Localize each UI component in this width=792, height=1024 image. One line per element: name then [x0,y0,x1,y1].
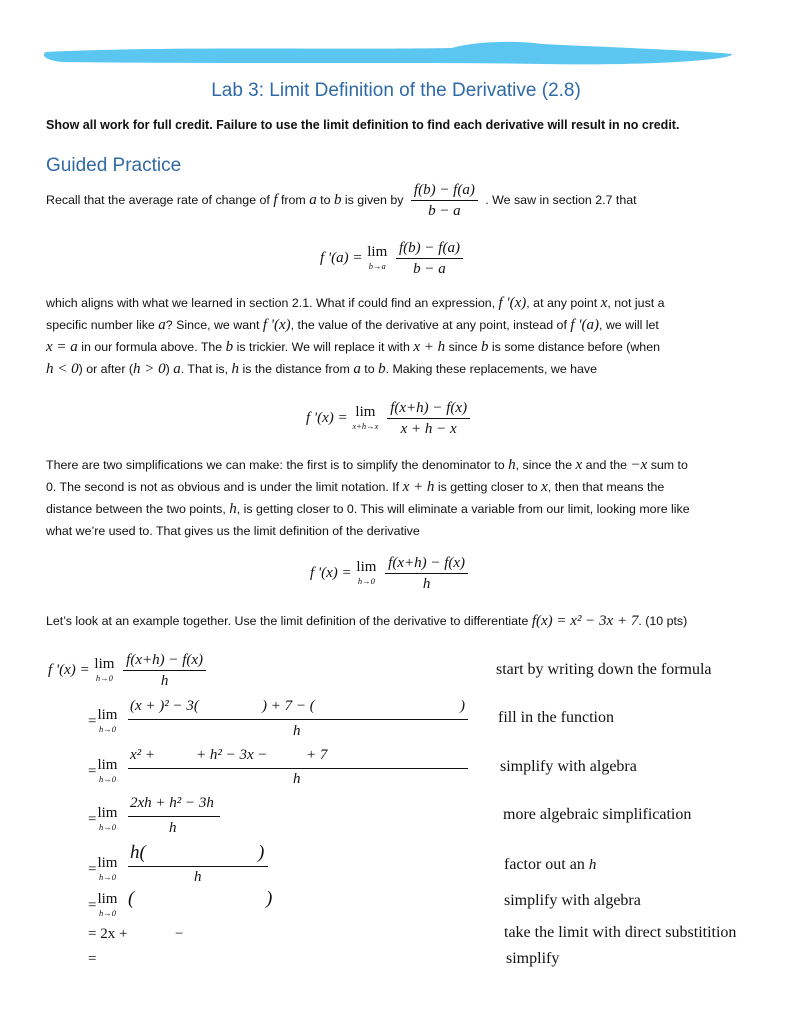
paragraph-replacement: which aligns with what we learned in section 2.1. What if could find an expression, f '(x), at any point x, not just a specific number like a? Since, we want f '(x), the value of the derivative at any point, instead of f '(a), we will let x = a in our formula above. The b is trickier. We will replace it with x + h since b is some distance before (when h < 0) or after (h > 0) a. That is, h is the distance from a to b. Making these replacements, we have [46,295,665,377]
step-3-fraction-bar [128,816,220,817]
paragraph-simplifications: There are two simplifications we can make: the first is to simplify the denominator to h, since the x and the −x sum to 0. The second is not as obvious and is under the limit notation. If x + h is getting closer to x, then that means the distance between the two points, h, is getting closer to 0. This will eliminate a variable from our limit, looking more like what we’re used to. That gives us the limit definition of the derivative [46,457,690,538]
step-1-num-b: ) + 7 − ( [262,698,315,714]
step-2-num-c: + 7 [306,747,328,763]
avg-rate-fraction: $\frac{f(b) - f(a)}{b - a}$ [411,180,478,221]
instructions: Show all work for full credit. Failure to use the limit definition to find each derivative will result in no credit. [46,118,680,132]
equation-derivative-x-plus-h: f '(x) = lim x+h→x $\frac{f(x+h) - f(x)}{x + h - x}$ [306,398,474,439]
redaction-mark [42,40,738,68]
step-2-label: simplify with algebra [500,758,637,775]
step-5-close-paren: ) [266,888,273,909]
step-4-fraction-bar [128,866,268,867]
step-6-label: take the limit with direct substitition [504,924,737,941]
step-0-expression: f '(x) = lim h→0 $\frac{f(x+h) - f(x)}{h}$ [48,650,210,691]
step-1-den: h [293,723,301,739]
step-6-minus: − [175,926,184,942]
step-1-fraction-bar [128,719,468,720]
step-3-num: 2xh + h² − 3h [130,795,214,811]
equation-derivative-at-a: f '(a) = lim b→a $\frac{f(b) - f(a)}{b - a}$ [320,238,467,279]
step-2-eq: =lim h→0 [88,757,118,784]
step-1-num-a: (x + )² − 3( [130,698,199,714]
step-3-eq: =lim h→0 [88,805,118,832]
paragraph-avg-rate: Recall that the average rate of change of f from a to b is given by $\frac{f(b) - f(a)}{b - a}$ . We saw in section 2.7 that [46,182,637,219]
step-4-den: h [194,869,202,885]
step-0-label: start by writing down the formula [496,661,712,678]
step-4-num: h( [130,842,146,863]
step-2-num-b: + h² − 3x − [196,747,268,763]
equation-limit-definition: f '(x) = lim h→0 $\frac{f(x+h) - f(x)}{h}$ [310,553,472,594]
step-1-num-c: ) [460,698,465,714]
step-4-close-paren: ) [258,842,265,863]
step-7-eq: = [88,951,97,967]
step-5-open-paren: ( [128,888,135,909]
paragraph-example: Let’s look at an example together. Use the limit definition of the derivative to differentiate f(x) = x² − 3x + 7. (10 pts) [46,613,688,629]
step-4-eq: =lim h→0 [88,855,118,882]
step-1-eq: =lim h→0 [88,707,118,734]
step-3-den: h [169,820,177,836]
section-heading: Guided Practice [46,155,182,176]
page-title: Lab 3: Limit Definition of the Derivative (2.8) [211,80,581,101]
step-2-den: h [293,771,301,787]
step-2-num-a: x² + [130,747,156,763]
step-5-eq: =lim h→0 [88,891,118,918]
step-4-label: factor out an h [504,856,597,873]
step-7-label: simplify [506,950,560,967]
step-1-label: fill in the function [498,709,614,726]
step-5-label: simplify with algebra [504,892,641,909]
step-3-label: more algebraic simplification [503,806,692,823]
step-2-fraction-bar [128,768,468,769]
step-6-expression: = 2x + [88,926,128,942]
